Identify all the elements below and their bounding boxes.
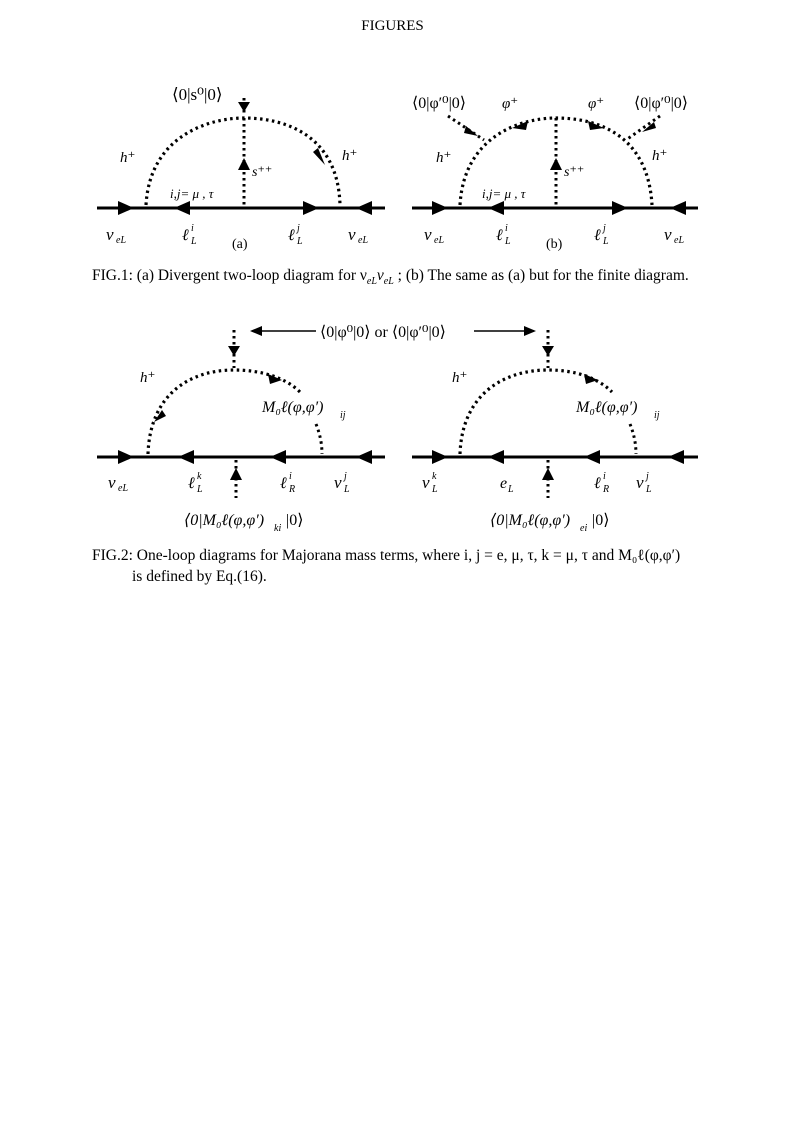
lk-label-2L [188, 471, 203, 495]
l-right-label-a [288, 223, 303, 247]
nuj-label-2R [636, 471, 652, 495]
nu-subscript: L [344, 484, 350, 495]
fig1-caption-end: ; (b) The same as (a) but for the finite diagram. [393, 267, 689, 284]
l-subscript: L [603, 236, 609, 247]
fig2-panel-right [412, 330, 698, 534]
vev-arrow-a [238, 102, 250, 112]
mass-label-2R [575, 399, 660, 421]
nu-left-label-a [106, 225, 126, 246]
phi-right-label-b: φ⁺ [588, 96, 605, 112]
l-superscript: j [603, 223, 606, 234]
nu-superscript: k [432, 471, 437, 482]
f2R-arrow1 [432, 450, 448, 464]
fig1-caption-mid: ν [376, 267, 384, 284]
nu-subscript: eL [358, 235, 368, 246]
l-superscript: i [289, 471, 292, 482]
nu-right-label-b [664, 225, 684, 246]
l-superscript: i [505, 223, 508, 234]
fermion-arrow-a4 [356, 201, 372, 215]
li-label-2L [280, 471, 295, 495]
nu-superscript: j [344, 471, 347, 482]
nu-superscript: j [646, 471, 649, 482]
fig1-panel-a [97, 85, 385, 252]
fig1-panel-b [412, 95, 698, 252]
f2R-arrow4 [668, 450, 684, 464]
vev-arrowhead-right [524, 326, 536, 336]
l-symbol: ℓ [188, 475, 195, 492]
nu-symbol: ν [424, 225, 432, 244]
l-subscript: L [191, 236, 197, 247]
tag-a: (a) [232, 237, 248, 252]
nu-symbol: ν [636, 473, 644, 492]
l-superscript: i [603, 471, 606, 482]
fermion-arrow-b3 [612, 201, 628, 215]
l-superscript: i [191, 223, 194, 234]
fig1-caption [92, 265, 742, 292]
nu-right-label-a [348, 225, 368, 246]
l-superscript: j [297, 223, 300, 234]
l-subscript: R [603, 484, 610, 495]
l-subscript: L [297, 236, 303, 247]
nu-symbol: ν [664, 225, 672, 244]
e-subscript: L [508, 484, 514, 495]
fig1-caption-sub1: eL [366, 276, 377, 288]
fig2-caption-line1: FIG.2: One-loop diagrams for Majorana mass terms, where i, j = e, μ, τ, k = μ, τ and M₀ℓ(φ,φ′) [92, 547, 681, 564]
nu-symbol: ν [108, 473, 116, 492]
f2R-arrow3 [584, 450, 600, 464]
vev-tadpole-arrow-right [542, 346, 554, 356]
nu-subscript: eL [674, 235, 684, 246]
nu-subscript: L [432, 484, 438, 495]
vev-right-label-b: ⟨0|φ′⁰|0⟩ [634, 95, 689, 112]
f2L-arrow4 [356, 450, 372, 464]
nu-symbol: ν [348, 225, 356, 244]
h-label-left-a: h⁺ [120, 150, 136, 166]
h-label-left-b: h⁺ [436, 150, 452, 166]
l-symbol: ℓ [496, 227, 503, 244]
nu-symbol: ν [422, 473, 430, 492]
l-superscript: k [197, 471, 202, 482]
l-symbol: ℓ [594, 475, 601, 492]
h-label-right-b: h⁺ [652, 148, 668, 164]
vev-arrow-bottom-2R [542, 468, 554, 480]
vev-bottom-subscript: ki [274, 523, 282, 534]
mass-subscript: ij [654, 410, 660, 421]
vev-label-a: ⟨0|s⁰|0⟩ [172, 85, 223, 104]
l-symbol: ℓ [280, 475, 287, 492]
l-symbol: ℓ [594, 227, 601, 244]
tag-b: (b) [546, 237, 563, 252]
h-arc-arrow-2L-left [154, 410, 166, 422]
mass-label-2L [261, 399, 346, 421]
s-label-a: s⁺⁺ [252, 165, 273, 180]
vev-bottom-text: ⟨0|M₀ℓ(φ,φ′) [490, 512, 571, 529]
l-subscript: L [505, 236, 511, 247]
h-label-right-a: h⁺ [342, 148, 358, 164]
l-subscript: L [197, 484, 203, 495]
fig1-caption-start: FIG.1: (a) Divergent two-loop diagram for ν [92, 267, 367, 284]
nu-subscript: eL [434, 235, 444, 246]
mass-stub-2L [316, 424, 322, 454]
s-arrow-a [238, 158, 250, 170]
fig1-caption-sub2: eL [383, 276, 394, 288]
mass-stub-2R [630, 424, 636, 454]
l-right-label-b [594, 223, 609, 247]
phi-left-label-b: φ⁺ [502, 96, 519, 112]
f2L-arrow1 [118, 450, 134, 464]
vev-top-label: ⟨0|φ⁰|0⟩ or ⟨0|φ′⁰|0⟩ [320, 324, 446, 341]
indices-label-a: i,j= μ , τ [170, 186, 214, 201]
indices-label-b: i,j= μ , τ [482, 186, 526, 201]
nu-symbol: ν [334, 473, 342, 492]
fermion-arrow-b4 [670, 201, 686, 215]
fermion-arrow-a3 [303, 201, 319, 215]
vev-bottom-subscript: ei [580, 523, 588, 534]
nu-left-label-2L [108, 473, 128, 494]
nu-subscript: L [646, 484, 652, 495]
nu-subscript: eL [118, 483, 128, 494]
f2R-arrow2 [488, 450, 504, 464]
vev-bottom-end: |0⟩ [286, 512, 304, 529]
vev-bottom-text: ⟨0|M₀ℓ(φ,φ′) [184, 512, 265, 529]
mass-text: M₀ℓ(φ,φ′) [262, 399, 324, 416]
s-label-b: s⁺⁺ [564, 165, 585, 180]
nu-symbol: ν [106, 225, 114, 244]
f2L-arrow2 [178, 450, 194, 464]
l-symbol: ℓ [182, 227, 189, 244]
nuk-label-2R [422, 471, 438, 495]
f2L-arrow3 [270, 450, 286, 464]
fig2-panel-left [97, 330, 385, 534]
fermion-arrow-a1 [118, 201, 134, 215]
s-arrow-b [550, 158, 562, 170]
fig2-diagrams [0, 312, 785, 542]
vev-left-label-b: ⟨0|φ′⁰|0⟩ [412, 95, 467, 112]
l-left-label-b [496, 223, 511, 247]
fermion-arrow-b1 [432, 201, 448, 215]
l-subscript: R [289, 484, 296, 495]
vev-tadpole-arrow-left [228, 346, 240, 356]
vev-bottom-end: |0⟩ [592, 512, 610, 529]
e-symbol: e [500, 475, 508, 492]
nuj-label-2L [334, 471, 350, 495]
h-label-2L: h⁺ [140, 370, 156, 386]
fig2-caption [92, 545, 742, 587]
vev-bottom-label-2R [490, 512, 609, 534]
vev-arrow-b-left [464, 126, 478, 136]
fermion-arrow-a2 [174, 201, 190, 215]
vev-bottom-label-2L [184, 512, 303, 534]
phi-arrow-b-right [588, 121, 604, 130]
fermion-arrow-b2 [488, 201, 504, 215]
e-label-2R [500, 475, 514, 495]
fig2-caption-line2: is defined by Eq.(16). [132, 568, 267, 585]
mass-text: M₀ℓ(φ,φ′) [576, 399, 638, 416]
l-left-label-a [182, 223, 197, 247]
page-header: FIGURES [361, 18, 424, 34]
nu-subscript: eL [116, 235, 126, 246]
mass-subscript: ij [340, 410, 346, 421]
h-label-2R: h⁺ [452, 370, 468, 386]
vev-arrow-bottom-2L [230, 468, 242, 480]
nu-left-label-b [424, 225, 444, 246]
li-label-2R [594, 471, 609, 495]
l-symbol: ℓ [288, 227, 295, 244]
vev-arrowhead-left [250, 326, 262, 336]
h-arc-arrow-2R [584, 374, 598, 384]
